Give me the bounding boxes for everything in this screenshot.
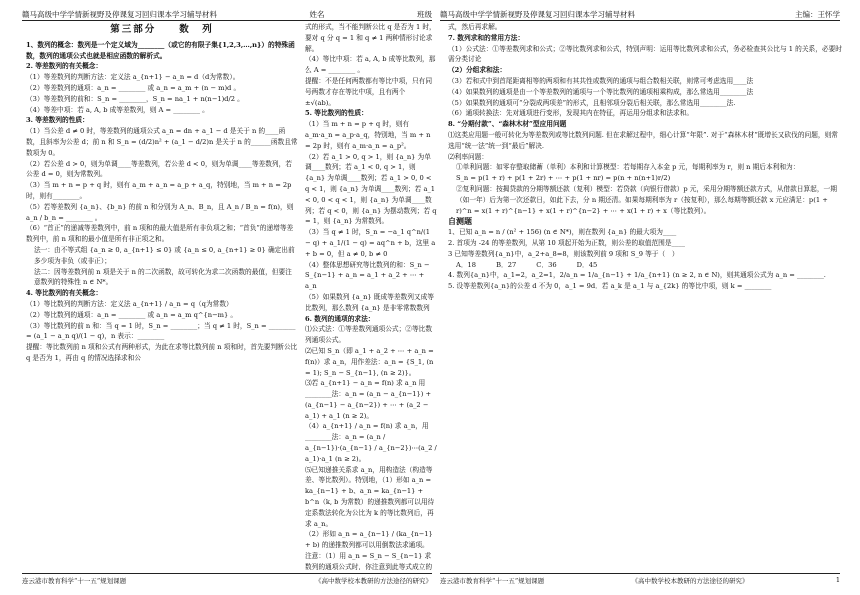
text-line: （2）等比数列的通项：a_n = ________ 或 a_n = a_m q^{n−m} 。 — [26, 310, 238, 319]
text-line: 5. 设等差数列{a_n}的公差 d 不为 0，a_1 = 9d．若 a_k 是 a_1 与 a_{2k} 的等比中项，则 k = ________ — [448, 282, 772, 291]
text-line: （4）如果数列的通项是由一个等差数列的通项与一个等比数列的通项相乘构成，那么常选用________法 — [448, 87, 754, 96]
text-line: 1、已知 a_n = n / (n² + 156) (n ∈ N*)，则在数列 {a_n} 的最大项为____ — [448, 228, 677, 237]
section-heading: 3. 等差数列的性质： — [26, 116, 89, 125]
text-line: （3）当 q ≠ 1 时，S_n = −a_1 q^n/(1 − q) + a_1/(1 − q) = aq^n + b，这里 a + b = 0，但 a ≠ 0, b ≠ 0 — [305, 228, 436, 258]
footer-right-org: 连云港市教育科学“十一五”规划课题 — [440, 577, 545, 585]
text-line: （3）等比数列的前 n 和：当 q = 1 时，S_n = ________；当 q ≠ 1 时，S_n = ________ = (a_1 − a_n q)/(1 − q)，n 表示：________ — [26, 321, 296, 341]
text-line: （5）如果数列的通项可“分裂成两项差”的形式，且相邻项分裂后相关联，那么常选用________法. — [448, 98, 736, 107]
page-footer-left — [22, 573, 432, 588]
column-left-content — [26, 40, 298, 364]
text-line: （6）“首正”的递减等差数列中，前 n 项和的最大值是所有非负项之和；“首负”的递增等差数列中，前 n 项和的最小值是所有非正项之和。 — [26, 224, 294, 244]
text-line: （3）当 m + n = p + q 时，则有 a_m + a_n = a_p + a_q，特别地，当 m + n = 2p 时，则有________。 — [26, 181, 292, 200]
footer-left-project: 《高中数学校本教研的方法途径的研究》 — [315, 577, 432, 585]
section-heading: 自测题 — [448, 216, 472, 227]
header-class-label: 班级 — [417, 10, 432, 19]
text-line: （5）若等差数列 {a_n}、{b_n} 的前 n 和分别为 A_n、B_n，且 A_n / B_n = f(n)，则 a_n / b_n = ________ 。 — [26, 202, 294, 222]
header-editor: 主编：王怀学 — [795, 10, 840, 19]
text-line: ⑴公式法：①等差数列通项公式；②等比数列通项公式。 — [305, 325, 433, 345]
section-title: 第三部分 数 列 — [110, 24, 214, 35]
section-heading: 7. 数列求和的常用方法： — [448, 33, 525, 42]
column-left — [26, 22, 298, 570]
text-line: （2）若 a_1 > 0, q > 1，则 {a_n} 为单调____数列；若 a_1 < 0, q > 1，则 {a_n} 为单调____数列；若 a_1 > 0, 0 < q < 1，则 {a_n} 为单调____数列；若 a_1 < 0, 0 < q < 1，则 {a_n} 为单调____数列；若 q < 0，则 {a_n} 为摆动数列；若 q = 1，则 {a_n} 为常数列。 — [305, 152, 437, 226]
text-line: 提醒：等比数列前 n 项和公式有两种形式，为此在求等比数列前 n 项和时，首先要判断公比 q 是否为 1，再由 q 的情况选择求和公 — [26, 343, 298, 362]
text-line: 式，然后再求解。 — [448, 23, 502, 31]
column-right — [448, 22, 843, 570]
section-heading: 8. “分期付款”、“森林木材”型应用问题 — [448, 120, 567, 129]
page-number: 1 — [835, 576, 840, 584]
page-footer-right — [440, 573, 840, 588]
text-line: ⑵利率问题： — [448, 152, 489, 161]
header-left-title: 赣马高级中学学情新视野及停课复习回归课本学习辅导材料 — [22, 10, 217, 19]
text-line: S_n = p(1 + r) + p(1 + 2r) + ⋯ + p(1 + nr) = p(n + n(n+1)r/2) — [456, 174, 671, 183]
text-line: （6）通项转换法：先对通项进行变形，发现其内在特征，再运用分组求和法求和。 — [448, 109, 694, 118]
page-header-left — [22, 6, 432, 21]
footer-right-project: 《高中数学校本教研的方法途径的研究》 — [631, 577, 749, 585]
text-line: （2）等差数列的通项：a_n = ________ 或 a_n = a_m + (n − m)d 。 — [26, 83, 241, 92]
text-line: 法二：因等差数列前 n 项是关于 n 的二次函数，故可转化为求二次函数的最值，但要注意数列的特殊性 n ∈ N*。 — [34, 267, 292, 287]
text-line: （4）等差中项：若 a, A, b 成等差数列，则 A = ________ 。 — [26, 105, 209, 114]
text-line: 注意：（1）用 a_n = S_n − S_{n−1} 求数列的通项公式时，你注意到此等式成立的 — [305, 552, 433, 570]
section-heading: 5. 等比数列的性质： — [305, 109, 368, 118]
header-name-label: 姓名 — [309, 10, 325, 19]
text-line: （5）如果数列 {a_n} 既成等差数列又成等比数列，那么数列 {a_n} 是非零常数数列 — [305, 292, 434, 312]
text-line: 提醒：不是任何两数都有等比中项，只有同号两数才存在等比中项，且有两个 ±√(ab)。 — [305, 76, 433, 107]
column-middle — [305, 22, 437, 570]
text-line: （1）等差数列的判断方法：定义法 a_{n+1} − a_n = d（d为常数）。 — [26, 73, 240, 82]
text-line: 法一：由不等式组 {a_n ≥ 0, a_{n+1} ≤ 0} 或 {a_n ≤ 0, a_{n+1} ≥ 0} 确定出前多少项为非负（或非正）； — [34, 245, 295, 265]
text-line: （3）等差数列的前和：S_n = ________，S_n = na_1 + n(n−1)d/2 。 — [26, 94, 244, 103]
text-line: 3 已知等差数列{a_n}中，a_2+a_8=8，则该数列前 9 项和 S_9 等于（ ） — [448, 249, 679, 258]
text-line: ⑶若 a_{n+1} − a_n = f(n) 求 a_n 用________法：a_n = (a_n − a_{n−1}) + (a_{n−1} − a_{n−2}) + ⋯ + (a_2 − a_1) + a_1 (n ≥ 2)。 — [305, 379, 432, 420]
text-line: ②复利问题：按揭贷款的分期等额还款（复利）模型：若贷款（向银行借款）p 元，采用分期等额还款方式，从借款日算起，一期（如一年）后为第一次还款日，如此下去，分 n 期还清。如果每期利率为 r（按复利），那么每期等额还款 x 元应满足：p(1 + r)^n = x(1 + r)^{n−1} + x(1 + r)^{n−2} + ⋯ + x(1 + r) + x（等比数列）。 — [456, 184, 837, 215]
text-line: ①单利问题：如零存整取储蓄（单利）本利和计算模型：若每期存入本金 p 元，每期利率为 r，则 n 期后本利和为： — [456, 163, 800, 172]
text-line: ⑵已知 S_n（即 a_1 + a_2 + ⋯ + a_n = f(n)）求 a_n，用作差法：a_n = {S_1, (n = 1); S_n − S_{n−1}, (n ≥ 2)}。 — [305, 346, 434, 377]
text-line: ⑸已知递推关系求 a_n，用构造法（构造等差、等比数列）。特别地，（1）形如 a_n = ka_{n−1} + b、a_n = ka_{n−1} + b^n（k, b 为常数）的递推数列都可以用待定系数法转化为公比为 k 的等比数列后，再求 a_n。 — [305, 465, 435, 528]
text-line: 式的形式，当不能判断公比 q 是否为 1 时，要对 q 分 q = 1 和 q ≠ 1 两种情形讨论求解。 — [305, 23, 436, 53]
text-line: A．18 B．27 C．36 D．45 — [456, 260, 598, 269]
text-line: （2）形如 a_n = a_{n−1} / (ka_{n−1} + b) 的递推数列都可以用倒数法求通项。 — [305, 530, 433, 550]
text-line: （1）当公差 d ≠ 0 时，等差数列的通项公式 a_n = dn + a_1 − d 是关于 n 的____函数，且斜率为公差 d；前 n 和 S_n = (d/2)n² + (a_1 − d/2)n 是关于 n 的______函数且常数项为 0。 — [26, 127, 298, 157]
text-line: （1）等比数列的判断方法：定义法 a_{n+1} / a_n = q（q为常数） — [26, 299, 233, 308]
section-heading: 2. 等差数列的有关概念： — [26, 62, 103, 71]
section-heading: （2）分组求和法： — [448, 66, 507, 75]
text-line: 4. 数列{a_n}中，a_1=2，a_2=1，2/a_n = 1/a_{n−1} + 1/a_{n+1} (n ≥ 2, n ∈ N)，则其通项公式为 a_n = ________. — [448, 271, 826, 280]
text-line: ⑴这类应用题一般可转化为等差数列或等比数列问题. 但在求解过程中，细心计算“年限”. 对于“森林木材”既增长又砍伐的问题，则常选用“统一法”统一到“最后”解决. — [448, 130, 838, 150]
column-right-content — [448, 22, 843, 292]
section-heading: 6. 数列的通项的求法： — [305, 314, 375, 323]
text-line: （1）当 m + n = p + q 时，则有 a_m·a_n = a_p·a_q，特别地，当 m + n = 2p 时，则有 a_m·a_n = a_p²。 — [305, 120, 431, 150]
section-heading: 1、数列的概念：数列是一个定义域为________（或它的有限子集{1,2,3,…,n}）的特殊函数，数列的通项公式也就是相应函数的解析式。 — [26, 40, 295, 60]
text-line: （4）整体思想研究等比数列的和：S_n − S_{n−1} + a_n = a_1 + a_2 + ⋯ + a_n — [305, 260, 430, 291]
text-line: （2）若公差 d > 0，则为单调____等差数列，若公差 d < 0，则为单调____等差数列，若公差 d = 0，则为常数列。 — [26, 159, 292, 179]
text-line: （1）公式法：①等差数列求和公式；②等比数列求和公式，特别声明：运用等比数列求和公式，务必检查其公比与 1 的关系，必要时需分类讨论 — [448, 44, 842, 64]
section-heading: 4. 等比数列的有关概念： — [26, 289, 103, 298]
page-header-right — [440, 6, 840, 21]
text-line: （4）a_{n+1} / a_n = f(n) 求 a_n，用________法：a_n = (a_n / a_{n−1})·(a_{n−1} / a_{n−2})⋯(a_2 / a_1)·a_1 (n ≥ 2)。 — [305, 422, 437, 463]
text-line: 2. 首项为 -24 的等差数列，从第 10 项起开始为正数，则公差的取值范围是____ — [448, 238, 685, 247]
footer-left-org: 连云港市教育科学“十一五”规划课题 — [22, 577, 127, 585]
text-line: （3）若和式中到首尾距离相等的两项和有其共性或数列的通项与组合数相关联，则常可考虑选用____法 — [448, 76, 754, 85]
text-line: （4）等比中项：若 a, A, b 成等比数列，那么 A = ________ 。 — [305, 55, 436, 75]
header-right-title: 赣马高级中学学情新视野及停课复习回归课本学习辅导材料 — [440, 10, 635, 19]
column-middle-content — [305, 22, 437, 570]
